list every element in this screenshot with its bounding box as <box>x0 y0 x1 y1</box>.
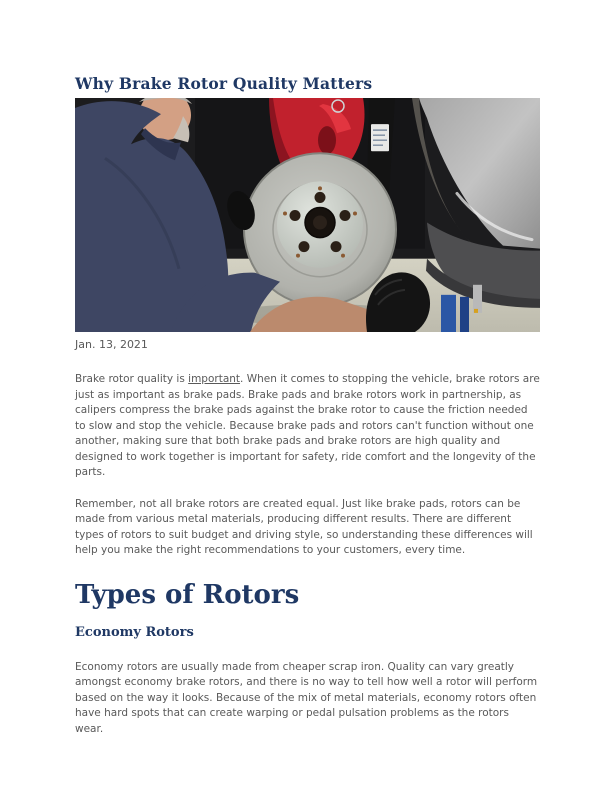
lift-post <box>441 295 456 332</box>
paragraph-1-pre: Brake rotor quality is <box>75 373 189 385</box>
caliper-window <box>318 126 336 154</box>
article-content <box>75 0 540 737</box>
lift-fitting <box>474 309 478 313</box>
article-photo <box>75 98 540 332</box>
important-link[interactable]: important <box>188 373 241 385</box>
section-heading-types-of-rotors: Types of Rotors <box>75 579 300 610</box>
paragraph-3: Economy rotors are usually made from cheaper scrap iron. Quality can vary greatly amongst economy brake rotors, and there is no way to tell how well a rotor will perform based on the way it looks. Because of the mix of metal materials, economy rotors often have hard spots that can create warping or pedal pulsation problems as the rotors wear. <box>75 660 538 735</box>
paragraph-2: Remember, not all brake rotors are created equal. Just like brake pads, rotors can be made from various metal materials, producing different results. There are different types of rotors to suit budget and driving style, so understanding these differences will help you make the right recommendations to your customers, every time. <box>75 497 533 556</box>
paragraph-1-post: . When it comes to stopping the vehicle, brake rotors are just as important as brake pads. Brake pads and brake rotors work in partnership, as calipers compress the brake pads against the brake rotor to cause the friction needed to slow and stop the vehicle. Because brake pads and rotors can't function without one another, making sure that both brake pads and brake rotors are high quality and designed to work together is important for safety, ride comfort and the longevity of the parts. <box>75 373 540 478</box>
article-title: Why Brake Rotor Quality Matters <box>75 74 373 93</box>
strut-label <box>371 124 389 151</box>
subsection-heading-economy-rotors: Economy Rotors <box>75 624 194 640</box>
paragraph-1 <box>75 372 540 481</box>
article-date: Jan. 13, 2021 <box>75 338 148 351</box>
lift-post-shadow <box>460 297 469 332</box>
hub-center-inner <box>313 216 327 230</box>
lift-cylinder <box>473 285 482 313</box>
